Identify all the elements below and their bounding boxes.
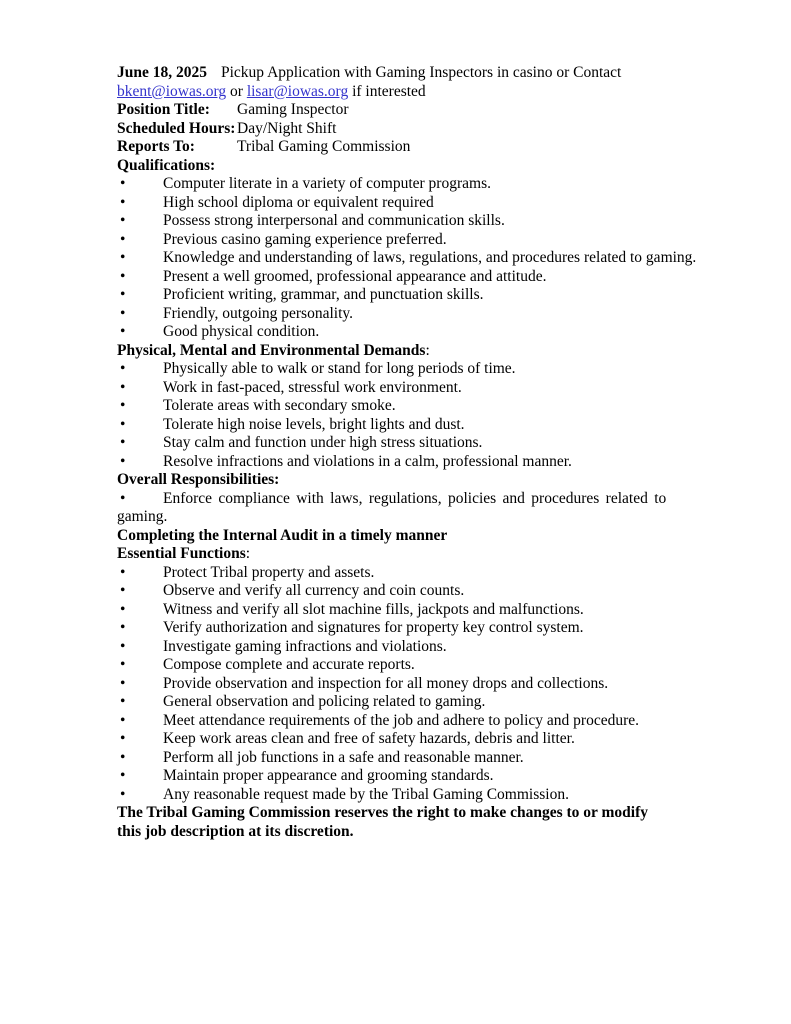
bullet-icon bbox=[117, 638, 163, 657]
position-title-row bbox=[117, 101, 695, 120]
conjunction-text: or bbox=[230, 82, 243, 100]
overall-responsibilities-heading: Overall Responsibilities: bbox=[117, 471, 280, 488]
footer-disclaimer bbox=[117, 804, 695, 841]
physical-demands-heading-text: Physical, Mental and Environmental Demands bbox=[117, 341, 426, 359]
bullet-text: Physically able to walk or stand for long periods of time. bbox=[163, 360, 516, 377]
heading-colon: : bbox=[425, 341, 430, 359]
bullet-text: Any reasonable request made by the Tribal Gaming Commission. bbox=[163, 785, 569, 803]
footer-line-1: The Tribal Gaming Commission reserves the right to make changes to or modify bbox=[117, 804, 648, 821]
bullet-text: Work in fast-paced, stressful work environment. bbox=[163, 378, 462, 396]
physical-demands-section bbox=[117, 342, 695, 472]
bullet-icon bbox=[117, 434, 163, 453]
bullet-item bbox=[117, 730, 695, 749]
bullet-text: Computer literate in a variety of computer programs. bbox=[163, 175, 491, 192]
bullet-item bbox=[117, 490, 695, 509]
bullet-item bbox=[117, 749, 695, 768]
scheduled-hours-row bbox=[117, 120, 695, 139]
bullet-text: Investigate gaming infractions and violations. bbox=[163, 637, 447, 655]
bullet-item bbox=[117, 712, 695, 731]
bullet-text: Friendly, outgoing personality. bbox=[163, 304, 353, 322]
bullet-text: Knowledge and understanding of laws, regulations, and procedures related to gaming. bbox=[163, 249, 697, 266]
qualifications-heading: Qualifications: bbox=[117, 156, 216, 174]
reports-to-value: Tribal Gaming Commission bbox=[237, 138, 411, 155]
essential-functions-section bbox=[117, 545, 695, 804]
heading-colon: : bbox=[245, 545, 251, 562]
bullet-text: Proficient writing, grammar, and punctuation skills. bbox=[163, 286, 484, 303]
bullet-text: Stay calm and function under high stress situations. bbox=[163, 434, 483, 451]
bullet-item bbox=[117, 268, 695, 287]
bullet-icon bbox=[117, 453, 163, 472]
bullet-item bbox=[117, 379, 695, 398]
physical-demands-list bbox=[117, 360, 695, 471]
physical-demands-heading bbox=[117, 342, 695, 361]
bullet-item bbox=[117, 175, 695, 194]
bullet-icon bbox=[117, 194, 163, 213]
bullet-item bbox=[117, 786, 695, 805]
qualifications-section bbox=[117, 157, 695, 342]
header-tail-text: if interested bbox=[352, 82, 426, 100]
bullet-text: Provide observation and inspection for all money drops and collections. bbox=[163, 674, 609, 692]
bullet-text: Maintain proper appearance and grooming standards. bbox=[163, 767, 494, 784]
bullet-icon bbox=[117, 286, 163, 305]
bullet-icon bbox=[117, 564, 163, 583]
bullet-text: Tolerate high noise levels, bright lights and dust. bbox=[163, 415, 465, 433]
bullet-text: Witness and verify all slot machine fills, jackpots and malfunctions. bbox=[163, 600, 584, 618]
bullet-icon bbox=[117, 601, 163, 620]
bullet-icon bbox=[117, 360, 163, 379]
bullet-icon bbox=[117, 749, 163, 768]
position-title-label: Position Title: bbox=[117, 101, 210, 118]
bullet-icon bbox=[117, 730, 163, 749]
bullet-text: Meet attendance requirements of the job and adhere to policy and procedure. bbox=[163, 711, 639, 729]
overall-responsibilities-section bbox=[117, 471, 695, 545]
bullet-icon bbox=[117, 249, 163, 268]
footer-line-2: this job description at its discretion. bbox=[117, 822, 354, 840]
bullet-text: Protect Tribal property and assets. bbox=[163, 563, 375, 581]
bullet-icon bbox=[117, 619, 163, 638]
position-title-value: Gaming Inspector bbox=[237, 101, 349, 118]
bullet-icon bbox=[117, 323, 163, 342]
bullet-icon bbox=[117, 656, 163, 675]
bullet-text-continuation: gaming. bbox=[117, 508, 168, 525]
position-info bbox=[117, 101, 695, 157]
scheduled-hours-value: Day/Night Shift bbox=[237, 119, 337, 137]
bullet-icon bbox=[117, 416, 163, 435]
bullet-item bbox=[117, 397, 695, 416]
essential-functions-heading bbox=[117, 545, 695, 564]
bullet-text: Keep work areas clean and free of safety hazards, debris and litter. bbox=[163, 730, 575, 747]
scheduled-hours-label: Scheduled Hours: bbox=[117, 119, 236, 137]
internal-audit-note: Completing the Internal Audit in a timely manner bbox=[117, 526, 448, 544]
bullet-item bbox=[117, 656, 695, 675]
bullet-text: General observation and policing related to gaming. bbox=[163, 693, 486, 710]
bullet-item bbox=[117, 601, 695, 620]
bullet-text: Present a well groomed, professional appearance and attitude. bbox=[163, 267, 547, 285]
bullet-icon bbox=[117, 397, 163, 416]
bullet-icon bbox=[117, 379, 163, 398]
bullet-item bbox=[117, 767, 695, 786]
bullet-text: Tolerate areas with secondary smoke. bbox=[163, 397, 396, 414]
bullet-item bbox=[117, 323, 695, 342]
bullet-icon bbox=[117, 490, 163, 509]
bullet-icon bbox=[117, 582, 163, 601]
bullet-item bbox=[117, 305, 695, 324]
bullet-text: Previous casino gaming experience preferred. bbox=[163, 230, 447, 248]
bullet-item bbox=[117, 693, 695, 712]
bullet-text: High school diploma or equivalent required bbox=[163, 193, 434, 211]
bullet-item bbox=[117, 212, 695, 231]
essential-functions-list bbox=[117, 564, 695, 805]
bullet-item bbox=[117, 249, 695, 268]
bullet-item bbox=[117, 638, 695, 657]
bullet-icon bbox=[117, 767, 163, 786]
bullet-text: Possess strong interpersonal and communication skills. bbox=[163, 212, 505, 229]
bullet-item bbox=[117, 231, 695, 250]
bullet-text: Resolve infractions and violations in a calm, professional manner. bbox=[163, 452, 572, 470]
bullet-text: Verify authorization and signatures for property key control system. bbox=[163, 619, 584, 636]
bullet-item bbox=[117, 416, 695, 435]
bullet-item bbox=[117, 360, 695, 379]
bullet-icon bbox=[117, 305, 163, 324]
bullet-text: Enforce compliance with laws, regulations, policies and procedures related to bbox=[163, 489, 667, 507]
bullet-icon bbox=[117, 786, 163, 805]
bullet-icon bbox=[117, 693, 163, 712]
bullet-icon bbox=[117, 231, 163, 250]
bullet-icon bbox=[117, 712, 163, 731]
bullet-item bbox=[117, 619, 695, 638]
bullet-item bbox=[117, 582, 695, 601]
bullet-icon bbox=[117, 268, 163, 287]
bullet-item bbox=[117, 286, 695, 305]
bullet-text: Observe and verify all currency and coin counts. bbox=[163, 582, 465, 599]
bullet-icon bbox=[117, 675, 163, 694]
bullet-item bbox=[117, 434, 695, 453]
header-intro-text: Pickup Application with Gaming Inspectors in casino or Contact bbox=[221, 64, 622, 81]
bullet-item bbox=[117, 675, 695, 694]
bullet-icon bbox=[117, 175, 163, 194]
bullet-item bbox=[117, 564, 695, 583]
email-link-bkent[interactable]: bkent@iowas.org bbox=[117, 82, 227, 100]
bullet-item bbox=[117, 453, 695, 472]
qualifications-list bbox=[117, 175, 695, 342]
bullet-text: Compose complete and accurate reports. bbox=[163, 656, 415, 673]
bullet-icon bbox=[117, 212, 163, 231]
email-link-lisar[interactable]: lisar@iowas.org bbox=[246, 82, 349, 100]
reports-to-label: Reports To: bbox=[117, 138, 195, 155]
header-paragraph bbox=[117, 64, 695, 101]
bullet-item bbox=[117, 194, 695, 213]
posting-date: June 18, 2025 bbox=[117, 64, 207, 81]
essential-functions-heading-text: Essential Functions bbox=[117, 545, 246, 562]
bullet-text: Perform all job functions in a safe and reasonable manner. bbox=[163, 748, 524, 766]
bullet-text: Good physical condition. bbox=[163, 323, 320, 340]
reports-to-row bbox=[117, 138, 695, 157]
